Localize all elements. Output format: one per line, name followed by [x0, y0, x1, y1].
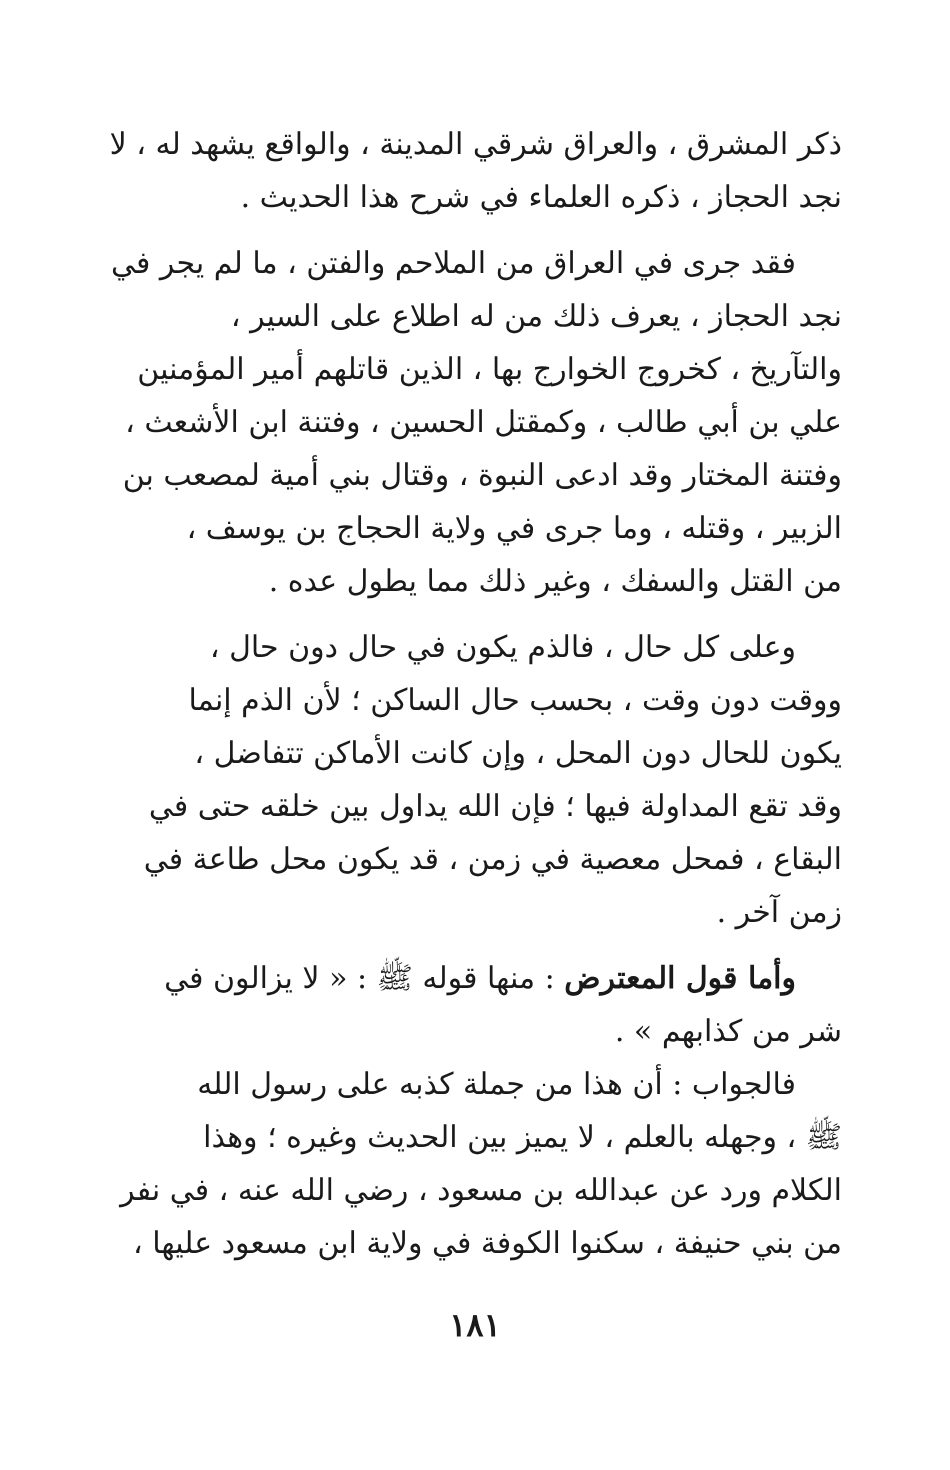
paragraph-5 [108, 1058, 842, 1270]
text-line: والتآريخ ، كخروج الخوارج بها ، الذين قاتلهم أمير المؤمنين [137, 352, 842, 387]
bold-lead-phrase: وأما قول المعترض [564, 961, 796, 996]
paragraph-3 [108, 621, 842, 939]
paragraph-2 [108, 237, 842, 608]
text-line: البقاع ، فمحل معصية في زمن ، قد يكون محل طاعة في [143, 842, 842, 877]
text-line: الزبير ، وقتله ، وما جرى في ولاية الحجاج بن يوسف ، [186, 511, 842, 546]
text-line: وفتنة المختار وقد ادعى النبوة ، وقتال بني أمية لمصعب بن [122, 458, 842, 493]
lead-line-rest: : منها قوله ﷺ : « لا يزالون في [164, 961, 565, 996]
text-line: ذكر المشرق ، والعراق شرقي المدينة ، والواقع يشهد له ، لا [109, 127, 842, 162]
text-line: علي بن أبي طالب ، وكمقتل الحسين ، وفتنة ابن الأشعث ، [125, 405, 842, 440]
text-line: من بني حنيفة ، سكنوا الكوفة في ولاية ابن مسعود عليها ، [133, 1226, 842, 1261]
text-line: فقد جرى في العراق من الملاحم والفتن ، ما لم يجر في [111, 246, 796, 281]
page-number: ١٨١ [449, 1306, 501, 1344]
paragraph-1 [108, 118, 842, 224]
text-line: وقد تقع المداولة فيها ؛ فإن الله يداول بين خلقه حتى في [148, 789, 842, 824]
text-line: الكلام ورد عن عبدالله بن مسعود ، رضي الله عنه ، في نفر [120, 1173, 842, 1208]
text-line: زمن آخر . [716, 895, 842, 930]
text-line: نجد الحجاز ، يعرف ذلك من له اطلاع على السير ، [230, 299, 842, 334]
paragraph-4 [108, 952, 842, 1058]
text-line: شر من كذابهم » . [614, 1014, 842, 1049]
text-line: يكون للحال دون المحل ، وإن كانت الأماكن تتفاضل ، [194, 736, 842, 771]
text-line: نجد الحجاز ، ذكره العلماء في شرح هذا الحديث . [240, 180, 842, 215]
text-line: فالجواب : أن هذا من جملة كذبه على رسول الله [197, 1067, 796, 1102]
text-line: ووقت دون وقت ، بحسب حال الساكن ؛ لأن الذم إنما [188, 683, 842, 718]
text-line: من القتل والسفك ، وغير ذلك مما يطول عده . [268, 564, 842, 599]
document-page [108, 118, 842, 1270]
text-line: ﷺ ، وجهله بالعلم ، لا يميز بين الحديث وغيره ؛ وهذا [203, 1120, 842, 1155]
text-line: وعلى كل حال ، فالذم يكون في حال دون حال ، [209, 630, 796, 665]
text-line [108, 952, 842, 1005]
